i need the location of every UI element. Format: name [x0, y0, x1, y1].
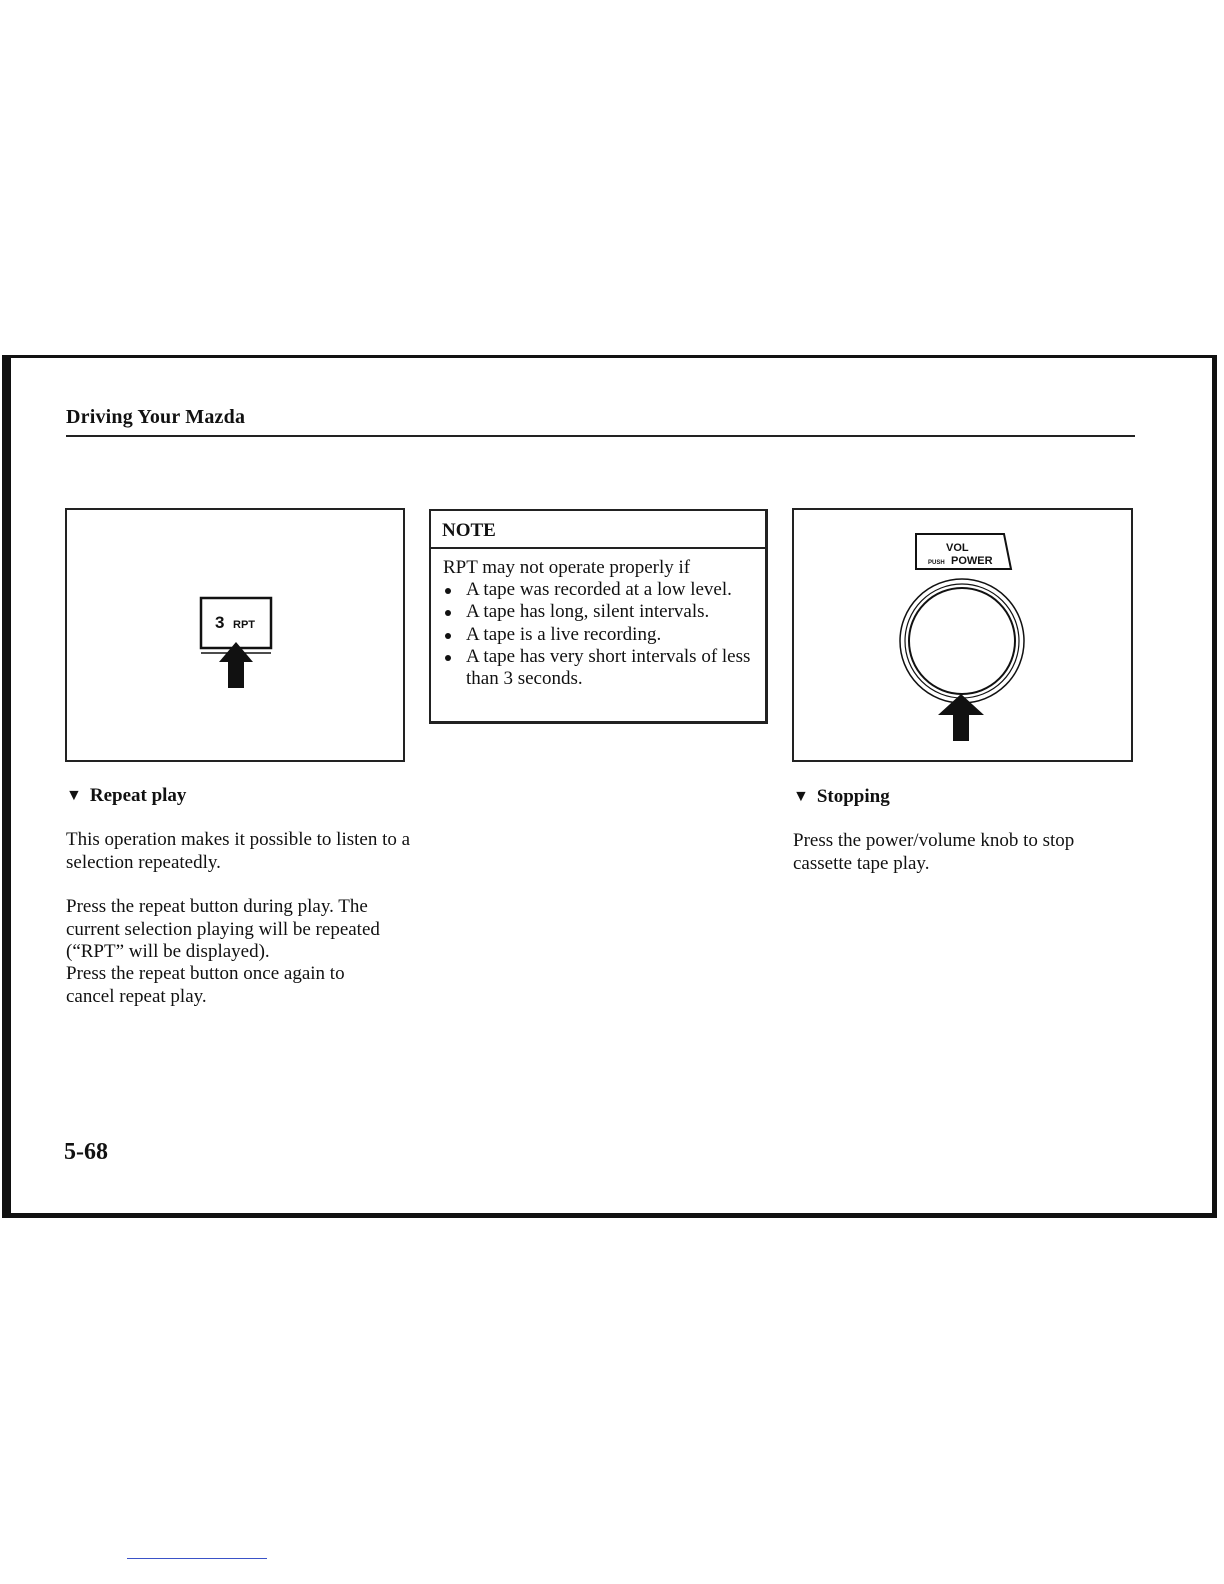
- knob-label-power: POWER: [951, 555, 993, 567]
- section-heading-repeat-play: [66, 785, 186, 807]
- repeat-play-para-2: Press the repeat button during play. The current selection playing will be repeated (“RPT” will be displayed).: [66, 896, 380, 962]
- triangle-down-icon: ▼: [66, 787, 82, 804]
- note-list: [443, 579, 759, 690]
- page-number: 5-68: [64, 1139, 108, 1165]
- note-item: A tape is a live recording.: [443, 624, 759, 646]
- section-heading-text: Repeat play: [89, 785, 187, 806]
- power-knob-illustration: [794, 510, 1131, 760]
- rpt-button-number: 3: [215, 613, 225, 632]
- section-heading-stopping: [793, 786, 890, 808]
- knob-label-vol: VOL: [946, 542, 969, 554]
- figure-power-knob: [792, 508, 1133, 762]
- repeat-play-para-1: This operation makes it possible to listen to a selection repeatedly.: [66, 829, 411, 873]
- triangle-down-icon: ▼: [793, 788, 809, 805]
- note-item: A tape has long, silent intervals.: [443, 601, 759, 623]
- note-item: A tape has very short intervals of less than 3 seconds.: [443, 646, 759, 691]
- repeat-button-illustration: [67, 510, 403, 760]
- note-item: A tape was recorded at a low level.: [443, 579, 759, 601]
- repeat-play-para-3: Press the repeat button once again to cancel repeat play.: [66, 963, 345, 1007]
- note-box: [429, 509, 768, 724]
- figure-repeat-button: [65, 508, 405, 762]
- page-header-title: Driving Your Mazda: [66, 406, 246, 428]
- section-heading-text: Stopping: [816, 786, 890, 807]
- note-title: NOTE: [442, 520, 496, 541]
- knob-label-push: PUSH: [928, 560, 945, 566]
- stopping-para-1: Press the power/volume knob to stop cassette tape play.: [793, 830, 1075, 874]
- footer-link-underline: [127, 1558, 267, 1559]
- note-intro: RPT may not operate properly if: [443, 557, 691, 578]
- note-header: [431, 511, 765, 549]
- rpt-button-label: RPT: [233, 619, 255, 631]
- header-rule: [66, 435, 1135, 437]
- power-knob-inner: [909, 588, 1015, 694]
